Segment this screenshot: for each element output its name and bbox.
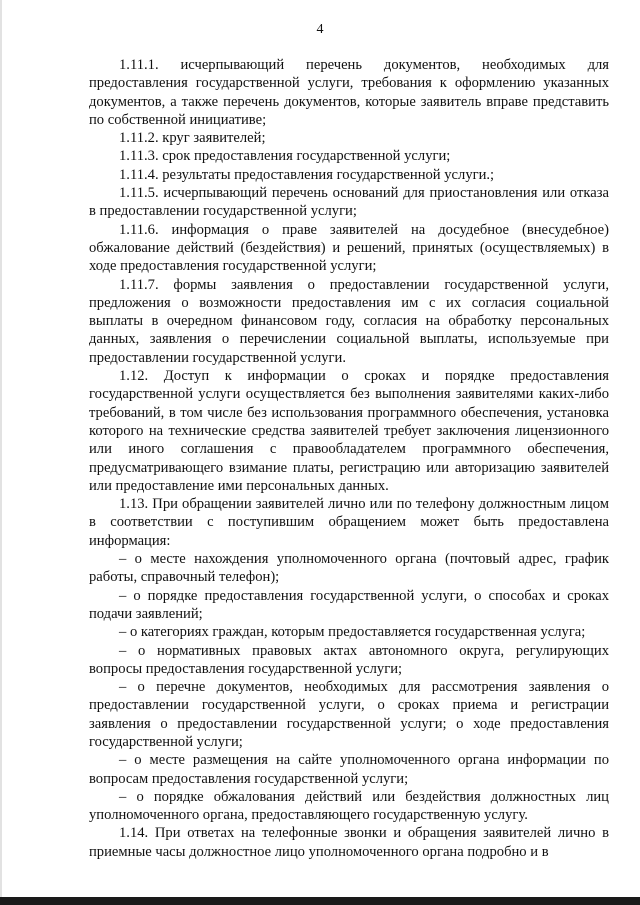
list-item-legal-acts: – о нормативных правовых актах автономного округа, регулирующих вопросы предоставления государственной услуги; [89, 642, 609, 677]
list-item-categories: – о категориях граждан, которым предоставляется государственная услуга; [119, 624, 586, 641]
list-item-procedure: – о порядке предоставления государственной услуги, о способах и сроках подачи заявлений; [89, 587, 609, 622]
paragraph-1-14: 1.14. При ответах на телефонные звонки и обращения заявителей лично в приемные часы должностное лицо уполномоченного органа подробно и в [89, 825, 609, 860]
paragraph-1-11-1: 1.11.1. исчерпывающий перечень документов, необходимых для предоставления государственной услуги, требования к оформлению указанных документов, а также перечень документов, которые заявитель вправе представить по собственной инициативе; [89, 57, 609, 128]
paragraph-1-11-7: 1.11.7. формы заявления о предоставлении государственной услуги, предложения о возможности предоставления им с их согласия социальной выплаты в очередном финансовом году, согласия на обработку персональных данных, заявления о перечислении социальной выплаты, используемые при предоставлении государственной услуги. [89, 276, 609, 366]
list-item-appeal: – о порядке обжалования действий или бездействия должностных лиц уполномоченного органа, предоставляющего государственную услугу. [89, 788, 609, 824]
paragraph-1-11-5: 1.11.5. исчерпывающий перечень оснований для приостановления или отказа в предоставлении государственной услуги; [89, 185, 609, 220]
paragraph-1-11-3: 1.11.3. срок предоставления государственной услуги; [119, 148, 451, 165]
paragraph-1-11-4: 1.11.4. результаты предоставления государственной услуги.; [119, 166, 495, 183]
scan-bottom-edge [0, 897, 640, 905]
list-item-location: – о месте нахождения уполномоченного органа (почтовый адрес, график работы, справочный телефон); [89, 551, 609, 586]
paragraph-1-13: 1.13. При обращении заявителей лично или по телефону должностным лицом в соответствии с поступившим обращением может быть предоставлена информация: [89, 496, 609, 549]
list-item-website: – о месте размещения на сайте уполномоченного органа информации по вопросам предоставления государственной услуги; [89, 752, 609, 787]
paragraph-1-11-6: 1.11.6. информация о праве заявителей на досудебное (внесудебное) обжалование действий (бездействия) и решений, принятых (осуществляемых) в ходе предоставления государственной услуги; [89, 221, 609, 275]
page-number: 4 [316, 22, 324, 37]
scan-left-edge [0, 0, 2, 905]
list-item-documents: – о перечне документов, необходимых для рассмотрения заявления о предоставлении государственной услуги, о сроках приема и регистрации заявления о предоставлении государственной услуги; о ходе предоставления государственной услуги; [89, 679, 609, 750]
paragraph-1-12: 1.12. Доступ к информации о сроках и порядке предоставления государственной услуги осуществляется без выполнения заявителями каких-либо требований, в том числе без использования программного обеспечения, установка которого на технические средства заявителей требует заключения лицензионного или иного соглашения с правообладателем программного обеспечения, предусматривающего взимание платы, регистрацию или авторизацию заявителей или предоставление ими персональных данных. [89, 368, 609, 494]
paragraph-1-11-2: 1.11.2. круг заявителей; [119, 130, 266, 147]
document-body [89, 56, 609, 861]
